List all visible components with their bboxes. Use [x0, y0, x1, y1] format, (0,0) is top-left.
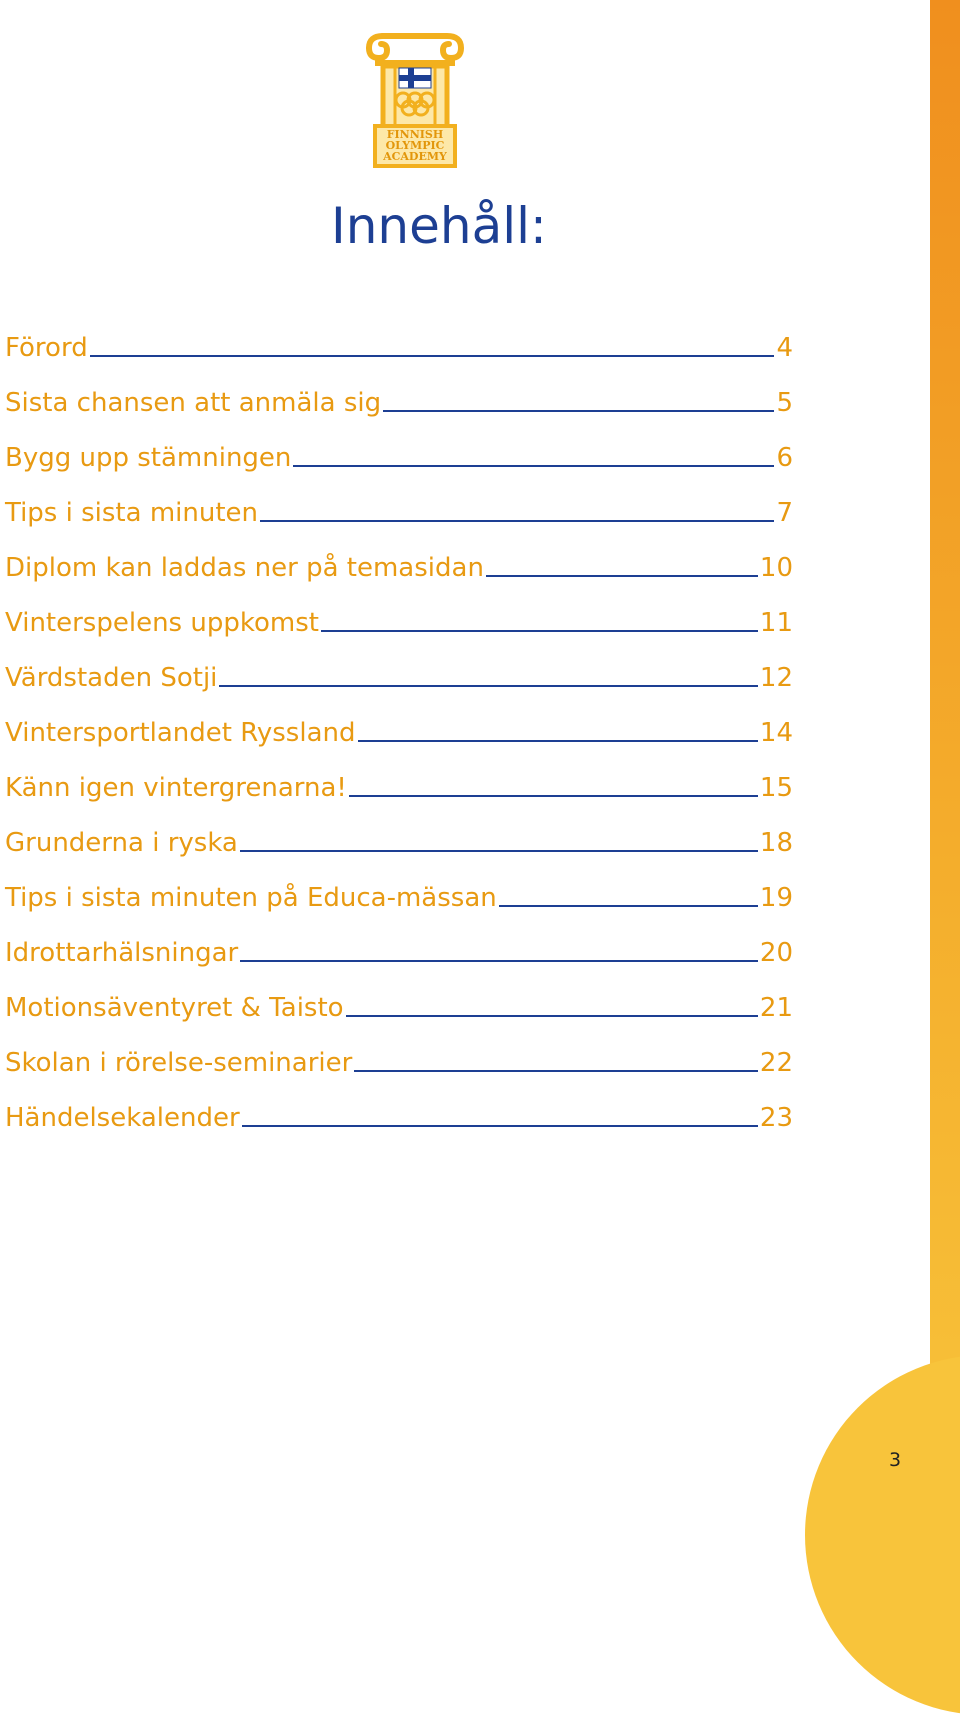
toc-entry[interactable] [5, 583, 793, 638]
page-title: Innehåll: [331, 197, 547, 255]
toc-entry-leader-line [321, 630, 758, 632]
toc-entry[interactable] [5, 1078, 793, 1133]
logo-column-icon [355, 30, 475, 180]
toc-entry-title: Bygg upp stämningen [5, 443, 292, 473]
logo-text-line-3: ACADEMY [383, 150, 447, 163]
toc-entry-title: Värdstaden Sotji [5, 663, 218, 693]
toc-entry-leader-line [293, 465, 774, 467]
toc-entry-title: Känn igen vintergrenarna! [5, 773, 347, 803]
toc-entry-page-number: 6 [776, 443, 793, 473]
page-number: 3 [888, 1449, 902, 1471]
corner-accent-shape [805, 1355, 960, 1715]
toc-entry-leader-line [346, 1015, 758, 1017]
toc-entry-page-number: 23 [759, 1103, 793, 1133]
toc-entry-page-number: 20 [759, 938, 793, 968]
toc-entry-leader-line [499, 905, 758, 907]
toc-entry-page-number: 22 [759, 1048, 793, 1078]
toc-entry[interactable] [5, 913, 793, 968]
toc-entry-leader-line [240, 960, 758, 962]
toc-entry[interactable] [5, 803, 793, 858]
toc-entry-leader-line [240, 850, 758, 852]
toc-entry[interactable] [5, 1023, 793, 1078]
toc-entry-leader-line [242, 1125, 758, 1127]
toc-entry[interactable] [5, 638, 793, 693]
toc-entry-title: Grunderna i ryska [5, 828, 238, 858]
toc-entry-title: Idrottarhälsningar [5, 938, 239, 968]
toc-entry-page-number: 15 [759, 773, 793, 803]
table-of-contents [5, 308, 793, 1133]
toc-entry-leader-line [354, 1070, 758, 1072]
logo-text-line-1: FINNISH [386, 128, 444, 141]
toc-entry-title: Tips i sista minuten på Educa-mässan [5, 883, 497, 913]
toc-entry-page-number: 4 [776, 333, 793, 363]
toc-entry-page-number: 19 [759, 883, 793, 913]
side-accent-bar [930, 0, 960, 1536]
toc-entry[interactable] [5, 858, 793, 913]
toc-entry-title: Skolan i rörelse-seminarier [5, 1048, 353, 1078]
toc-entry-title: Sista chansen att anmäla sig [5, 388, 382, 418]
toc-entry-page-number: 12 [759, 663, 793, 693]
toc-entry-leader-line [349, 795, 758, 797]
toc-entry[interactable] [5, 308, 793, 363]
toc-entry-leader-line [90, 355, 775, 357]
toc-entry-page-number: 21 [759, 993, 793, 1023]
toc-entry[interactable] [5, 693, 793, 748]
toc-entry-page-number: 14 [759, 718, 793, 748]
toc-entry-page-number: 18 [759, 828, 793, 858]
toc-entry-leader-line [486, 575, 758, 577]
toc-entry-page-number: 10 [759, 553, 793, 583]
toc-entry-title: Vintersportlandet Ryssland [5, 718, 356, 748]
toc-entry-leader-line [260, 520, 774, 522]
toc-entry[interactable] [5, 363, 793, 418]
toc-entry-page-number: 11 [759, 608, 793, 638]
toc-entry-page-number: 7 [776, 498, 793, 528]
toc-entry-leader-line [219, 685, 758, 687]
toc-entry[interactable] [5, 748, 793, 803]
toc-entry-title: Diplom kan laddas ner på temasidan [5, 553, 484, 583]
toc-entry-leader-line [358, 740, 758, 742]
toc-entry-title: Tips i sista minuten [5, 498, 258, 528]
toc-entry[interactable] [5, 418, 793, 473]
toc-entry-page-number: 5 [776, 388, 793, 418]
toc-entry-title: Förord [5, 333, 88, 363]
toc-entry-title: Händelsekalender [5, 1103, 240, 1133]
toc-entry[interactable] [5, 968, 793, 1023]
toc-entry-title: Vinterspelens uppkomst [5, 608, 319, 638]
toc-entry-leader-line [383, 410, 774, 412]
toc-entry[interactable] [5, 473, 793, 528]
toc-entry-title: Motionsäventyret & Taisto [5, 993, 344, 1023]
finnish-olympic-academy-logo [355, 30, 475, 180]
logo-text-line-2: OLYMPIC [385, 139, 445, 152]
toc-entry[interactable] [5, 528, 793, 583]
